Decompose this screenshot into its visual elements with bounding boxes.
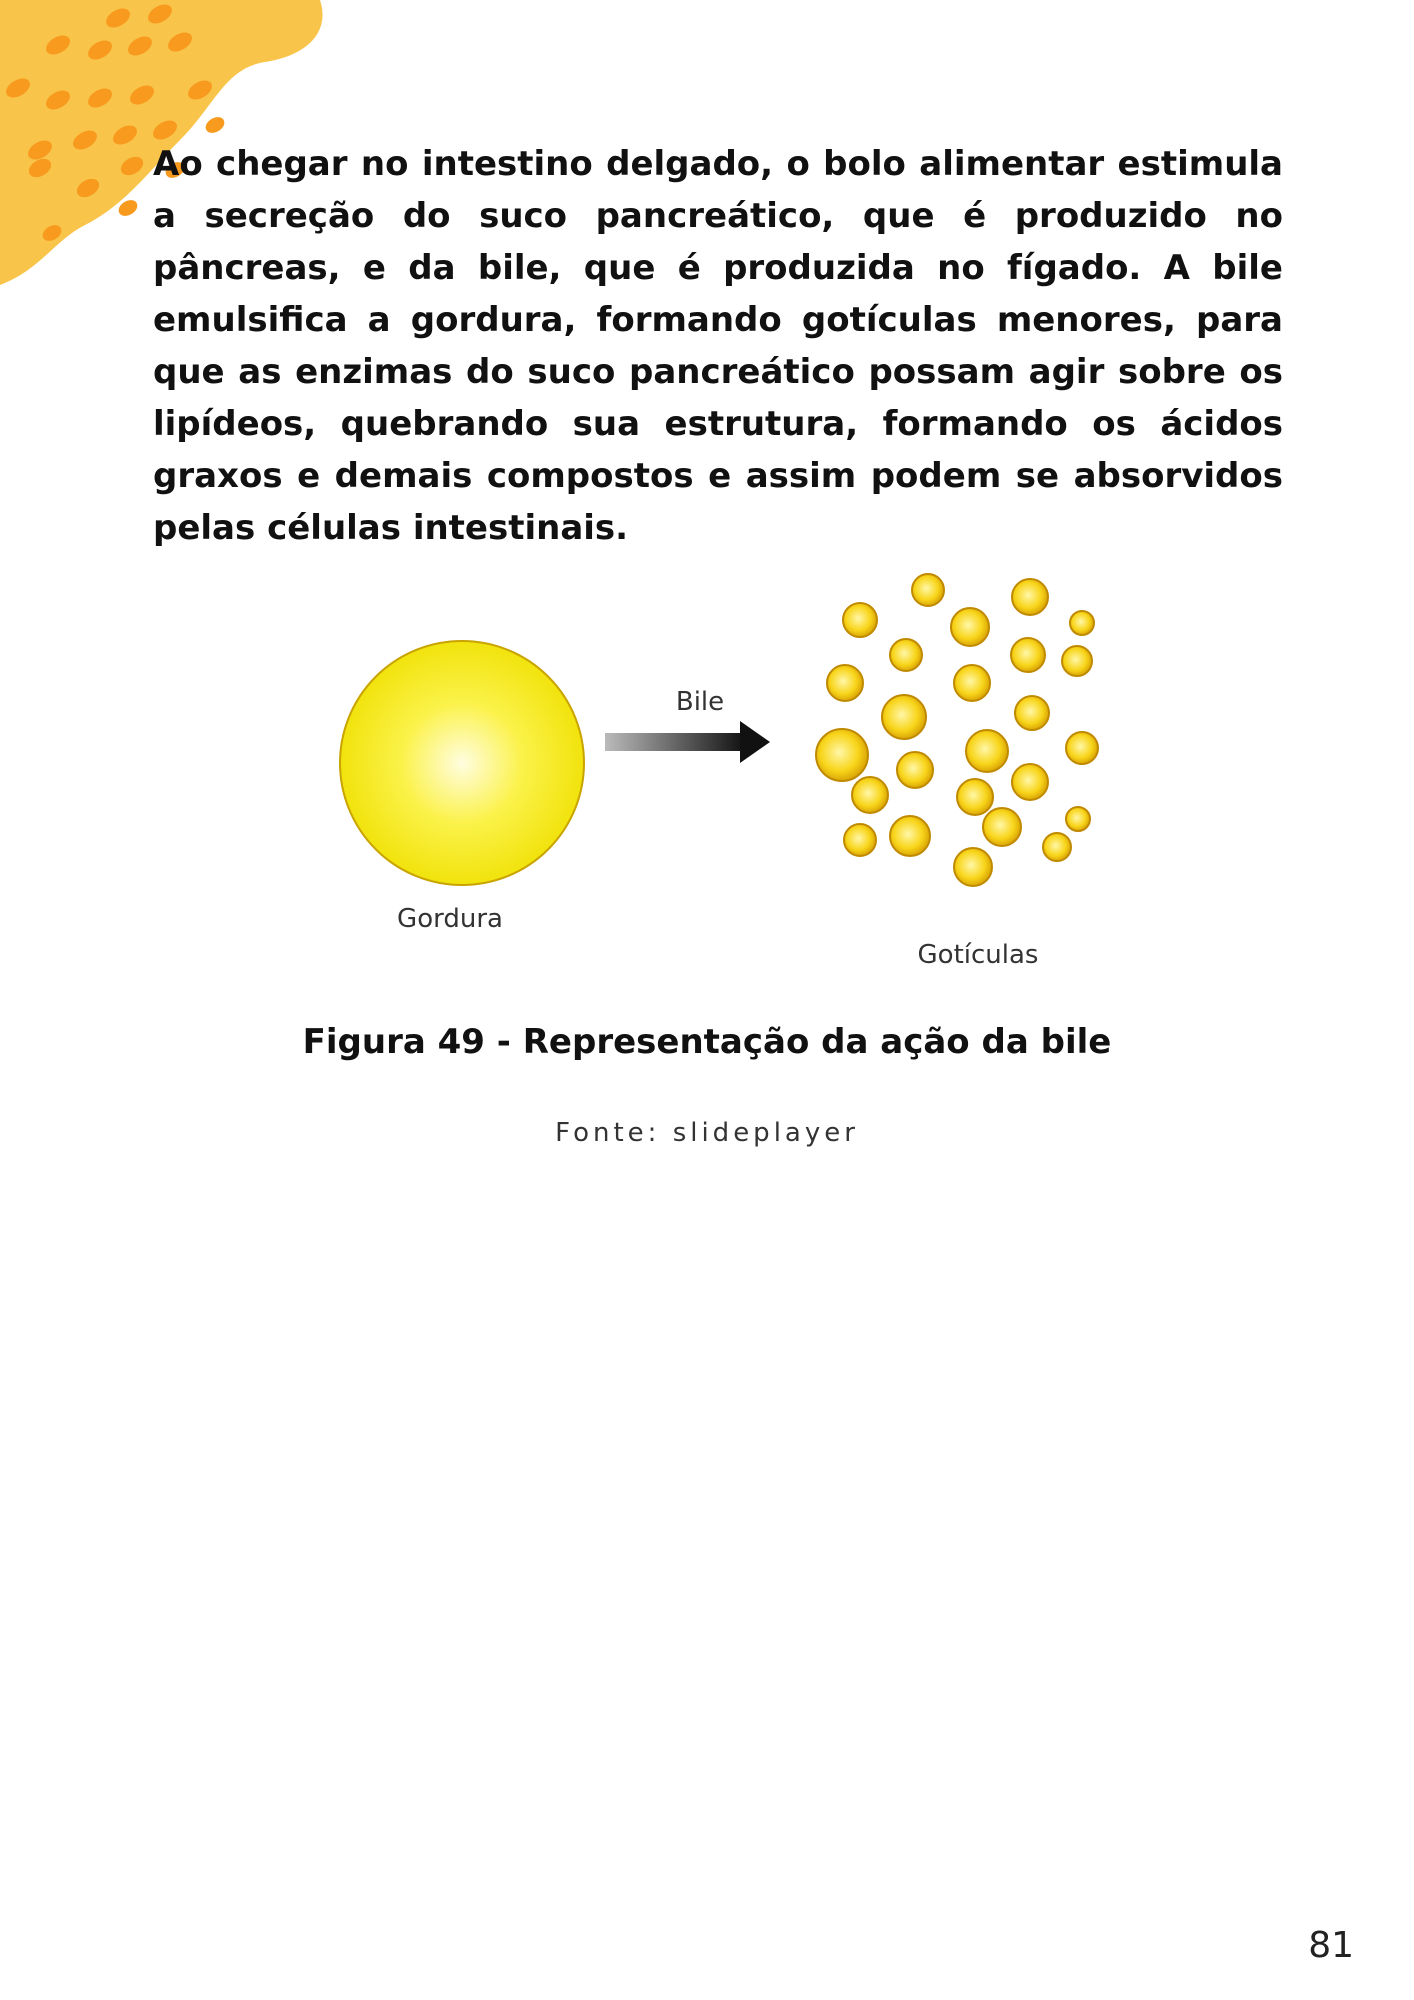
droplet bbox=[1015, 696, 1049, 730]
droplets-label: Gotículas bbox=[917, 940, 1039, 970]
bile-label: Bile bbox=[675, 687, 725, 717]
droplet bbox=[843, 603, 877, 637]
droplet bbox=[852, 777, 888, 813]
droplet bbox=[897, 752, 933, 788]
droplets-group bbox=[816, 574, 1098, 886]
droplet bbox=[966, 730, 1008, 772]
droplet bbox=[1012, 764, 1048, 800]
droplet bbox=[1062, 646, 1092, 676]
figure-source: Fonte: slideplayer bbox=[555, 1118, 859, 1148]
page-number: 81 bbox=[1308, 1925, 1354, 1966]
droplet bbox=[983, 808, 1021, 846]
droplet bbox=[1070, 611, 1094, 635]
fat-label: Gordura bbox=[397, 904, 503, 934]
bile-action-figure bbox=[330, 565, 1120, 985]
droplet bbox=[827, 665, 863, 701]
body-paragraph: Ao chegar no intestino delgado, o bolo alimentar estimula a secreção do suco pancreático, que é produzido no pâncreas, e da bile, que é produzida no fígado. A bile emulsifica a gordura, formando gotículas menores, para que as enzimas do suco pancreático possam agir sobre os lipídeos, quebrando sua estrutura, formando os ácidos graxos e demais compostos e assim podem se absorvidos pelas células intestinais. bbox=[153, 144, 1283, 548]
droplet bbox=[890, 816, 930, 856]
fat-globule bbox=[340, 641, 584, 885]
droplet bbox=[882, 695, 926, 739]
droplet bbox=[1012, 579, 1048, 615]
droplet bbox=[1066, 732, 1098, 764]
droplet bbox=[912, 574, 944, 606]
droplet bbox=[1011, 638, 1045, 672]
droplet bbox=[844, 824, 876, 856]
droplet bbox=[890, 639, 922, 671]
arrow-icon bbox=[605, 721, 770, 763]
droplet bbox=[957, 779, 993, 815]
droplet bbox=[951, 608, 989, 646]
figure-caption: Figura 49 - Representação da ação da bile bbox=[302, 1022, 1112, 1062]
droplet bbox=[816, 729, 868, 781]
droplet bbox=[954, 665, 990, 701]
droplet bbox=[954, 848, 992, 886]
droplet bbox=[1043, 833, 1071, 861]
droplet bbox=[1066, 807, 1090, 831]
